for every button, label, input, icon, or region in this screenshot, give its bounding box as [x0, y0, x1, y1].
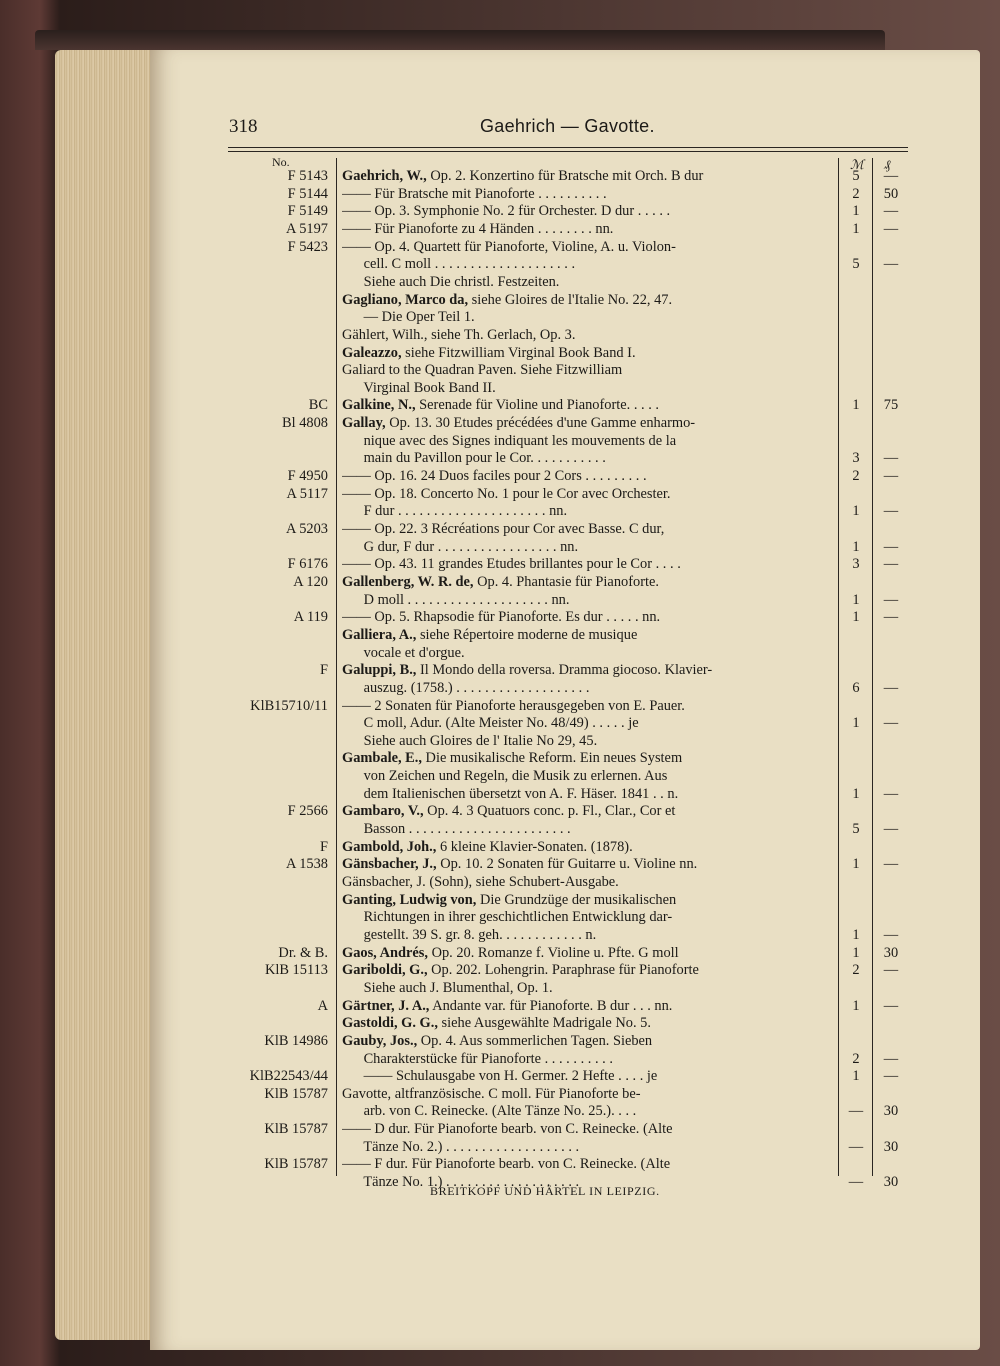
catalog-number: KlB15710/11: [250, 697, 328, 714]
price-pfennig: —: [883, 609, 899, 626]
composer-name: Gaos, Andrés,: [342, 944, 428, 961]
price-pfennig: —: [883, 168, 899, 184]
entry-text: [342, 256, 827, 273]
entry-description: —— D dur. Für Pianoforte bearb. von C. Reinecke. (Alte: [342, 1121, 673, 1138]
price-mark: 1: [852, 926, 860, 943]
entry-description: Virginal Book Band II.: [342, 379, 496, 396]
catalog-row: [0, 521, 1000, 538]
catalog-row: [0, 962, 1000, 979]
price-mark: 2: [852, 1050, 860, 1067]
catalog-number: F 5143: [287, 168, 328, 184]
price-pfennig: 30: [883, 1138, 899, 1155]
composer-name: Gärtner, J. A.,: [342, 997, 430, 1014]
catalog-row: [0, 450, 1000, 467]
entry-text: [342, 1103, 827, 1120]
composer-name: Gagliano, Marco da,: [342, 291, 469, 308]
entry-text: [342, 645, 827, 662]
catalog-row: [0, 1033, 1000, 1050]
entry-text: [342, 309, 827, 326]
entry-text: [342, 168, 827, 185]
price-pfennig: —: [883, 203, 899, 220]
catalog-number: BC: [308, 397, 328, 414]
entry-description: nique avec des Signes indiquant les mouvements de la: [342, 432, 677, 449]
catalog-row: [0, 839, 1000, 856]
catalog-row: [0, 927, 1000, 944]
entry-text: [342, 397, 827, 414]
catalog-number: A 1538: [286, 856, 328, 873]
price-mark: —: [848, 1174, 864, 1191]
catalog-row: [0, 380, 1000, 397]
catalog-row: [0, 715, 1000, 732]
composer-name: Galkine, N.,: [342, 397, 416, 414]
price-pfennig: —: [883, 538, 899, 555]
entry-text: [342, 856, 827, 873]
price-pfennig: —: [883, 450, 899, 467]
catalog-row: [0, 486, 1000, 503]
entry-text: [342, 998, 827, 1015]
price-pfennig: —: [883, 679, 899, 696]
entry-text: [342, 1015, 827, 1032]
entry-text: [342, 521, 827, 538]
price-mark: —: [848, 1138, 864, 1155]
price-mark: 1: [852, 785, 860, 802]
header-rule: [228, 147, 908, 148]
entry-text: [342, 945, 827, 962]
catalog-row: [0, 239, 1000, 256]
mark-column-label: ℳ: [850, 157, 864, 172]
entry-text: [342, 292, 827, 309]
entry-text: [342, 186, 827, 203]
catalog-row: [0, 909, 1000, 926]
price-mark: 1: [852, 203, 860, 220]
catalog-number: Bl 4808: [282, 415, 328, 432]
entry-description: Tänze No. 1.) . . . . . . . . . . . . . . . . . . .: [342, 1174, 580, 1191]
entry-description: —— Schulausgabe von H. Germer. 2 Hefte . . . . je: [342, 1068, 658, 1085]
catalog-number: F 4950: [287, 468, 328, 485]
entry-text: [342, 627, 827, 644]
catalog-number: F: [319, 838, 328, 855]
price-pfennig: 30: [883, 1103, 899, 1120]
catalog-row: [0, 1086, 1000, 1103]
entry-description: Serenade für Violine und Pianoforte. . . . .: [415, 397, 660, 414]
catalog-row: [0, 186, 1000, 203]
catalog-row: [0, 980, 1000, 997]
catalog-row: [0, 539, 1000, 556]
price-pfennig: —: [883, 821, 899, 838]
catalog-row: [0, 274, 1000, 291]
entry-text: [342, 274, 827, 291]
entry-description: Op. 2. Konzertino für Bratsche mit Orch. B dur: [426, 168, 704, 184]
entry-description: —— Op. 5. Rhapsodie für Pianoforte. Es dur . . . . . nn.: [342, 609, 661, 626]
price-pfennig: —: [883, 256, 899, 273]
entry-text: [342, 962, 827, 979]
catalog-row: [0, 945, 1000, 962]
page-title: Gaehrich — Gavotte.: [480, 116, 655, 136]
entry-description: Op. 13. 30 Etudes précédées d'une Gamme enharmo-: [385, 415, 696, 432]
entry-text: [342, 327, 827, 344]
entry-description: — Die Oper Teil 1.: [342, 309, 475, 326]
price-mark: 1: [852, 997, 860, 1014]
entry-description: Op. 4. 3 Quatuors conc. p. Fl., Clar., Cor et: [423, 803, 676, 820]
catalog-number: A: [317, 997, 328, 1014]
catalog-row: [0, 468, 1000, 485]
entry-text: [342, 733, 827, 750]
entry-text: [342, 750, 827, 767]
entry-text: [342, 839, 827, 856]
price-pfennig: —: [883, 856, 899, 873]
entry-description: dem Italienischen übersetzt von A. F. Häser. 1841 . . n.: [342, 785, 679, 802]
entry-text: [342, 1139, 827, 1156]
page-number: 318: [229, 116, 258, 137]
composer-name: Galeazzo,: [342, 344, 402, 361]
entry-description: Gänsbacher, J. (Sohn), siehe Schubert-Ausgabe.: [342, 874, 619, 890]
entry-text: [342, 609, 827, 626]
catalog-row: [0, 1139, 1000, 1156]
catalog-row: [0, 221, 1000, 238]
entry-description: cell. C moll . . . . . . . . . . . . . . . . . . . .: [342, 256, 576, 273]
price-pfennig: —: [883, 503, 899, 520]
entry-description: —— F dur. Für Pianoforte bearb. von C. Reinecke. (Alte: [342, 1156, 671, 1173]
catalog-row: [0, 1068, 1000, 1085]
price-pfennig: —: [883, 785, 899, 802]
price-mark: 1: [852, 397, 860, 414]
price-mark: 1: [852, 944, 860, 961]
catalog-row: [0, 821, 1000, 838]
price-mark: 2: [852, 962, 860, 979]
catalog-number: A 5203: [286, 521, 328, 537]
catalog-number: KlB 14986: [264, 1032, 328, 1049]
price-pfennig: —: [883, 997, 899, 1014]
price-mark: 5: [852, 256, 860, 273]
entry-text: [342, 486, 827, 503]
price-pfennig: —: [883, 1050, 899, 1067]
catalog-row: [0, 503, 1000, 520]
catalog-number: A 5197: [286, 220, 328, 237]
entry-text: [342, 345, 827, 362]
entry-text: [342, 415, 827, 432]
entry-description: —— Für Bratsche mit Pianoforte . . . . . . . . . .: [342, 185, 607, 202]
entry-text: [342, 1051, 827, 1068]
price-mark: 1: [852, 503, 860, 520]
catalog-row: [0, 1121, 1000, 1138]
entry-text: [342, 221, 827, 238]
catalog-row: [0, 397, 1000, 414]
entry-text: [342, 821, 827, 838]
catalog-row: [0, 362, 1000, 379]
catalog-row: [0, 327, 1000, 344]
entry-description: Siehe auch J. Blumenthal, Op. 1.: [342, 979, 553, 996]
catalog-number: A 120: [293, 573, 328, 590]
catalog-row: [0, 733, 1000, 750]
entry-description: —— Op. 4. Quartett für Pianoforte, Violine, A. u. Violon-: [342, 238, 676, 255]
catalog-number: KlB22543/44: [249, 1068, 328, 1085]
catalog-row: [0, 609, 1000, 626]
price-mark: 1: [852, 220, 860, 237]
entry-text: [342, 1156, 827, 1173]
entry-description: siehe Fitzwilliam Virginal Book Band I.: [401, 344, 636, 361]
entry-text: [342, 468, 827, 485]
entry-description: Galiard to the Quadran Paven. Siehe Fitzwilliam: [342, 362, 623, 379]
catalog-row: [0, 803, 1000, 820]
catalog-number: KlB 15787: [264, 1121, 328, 1138]
entry-description: Siehe auch Gloires de l' Italie No 29, 45.: [342, 732, 598, 749]
catalog-row: [0, 680, 1000, 697]
entry-description: —— 2 Sonaten für Pianoforte herausgegeben von E. Pauer.: [342, 697, 685, 714]
catalog-row: [0, 556, 1000, 573]
catalog-number: F 6176: [287, 556, 328, 573]
entry-description: F dur . . . . . . . . . . . . . . . . . . . . . nn.: [342, 503, 568, 520]
entry-description: siehe Répertoire moderne de musique: [416, 626, 638, 643]
entry-text: [342, 1068, 827, 1085]
catalog-row: [0, 698, 1000, 715]
entry-description: —— Op. 3. Symphonie No. 2 für Orchester. D dur . . . . .: [342, 203, 671, 220]
entry-description: vocale et d'orgue.: [342, 644, 465, 661]
entry-text: [342, 539, 827, 556]
price-mark: 5: [852, 168, 860, 184]
catalog-row: [0, 433, 1000, 450]
price-mark: 1: [852, 538, 860, 555]
entry-description: Die musikalische Reform. Ein neues System: [421, 750, 683, 767]
entry-text: [342, 380, 827, 397]
entry-description: siehe Ausgewählte Madrigale No. 5.: [437, 1015, 651, 1032]
entry-text: [342, 803, 827, 820]
entry-text: [342, 927, 827, 944]
composer-name: Gambaro, V.,: [342, 803, 424, 820]
price-pfennig: 30: [883, 944, 899, 961]
price-pfennig: —: [883, 1068, 899, 1085]
entry-text: [342, 892, 827, 909]
entry-text: [342, 909, 827, 926]
catalog-number: F 5149: [287, 203, 328, 220]
price-pfennig: —: [883, 591, 899, 608]
entry-description: —— Für Pianoforte zu 4 Händen . . . . . . . . nn.: [342, 220, 614, 237]
entry-description: Op. 10. 2 Sonaten für Guitarre u. Violine nn.: [436, 856, 698, 873]
catalog-row: [0, 874, 1000, 891]
entry-text: [342, 239, 827, 256]
composer-name: Galliera, A.,: [342, 626, 417, 643]
catalog-number-column-label: No.: [272, 155, 290, 169]
catalog-row: [0, 627, 1000, 644]
price-pfennig: —: [883, 962, 899, 979]
entry-text: [342, 1086, 827, 1103]
entry-description: —— Op. 18. Concerto No. 1 pour le Cor avec Orchester.: [342, 485, 671, 502]
entry-text: [342, 768, 827, 785]
entry-text: [342, 1121, 827, 1138]
composer-name: Gallay,: [342, 415, 386, 432]
entry-description: main du Pavillon pour le Cor. . . . . . . . . . .: [342, 450, 606, 467]
catalog-row: [0, 168, 1000, 185]
composer-name: Galuppi, B.,: [342, 662, 417, 679]
price-pfennig: —: [883, 715, 899, 732]
entry-text: [342, 980, 827, 997]
price-mark: 2: [852, 185, 860, 202]
price-mark: —: [848, 1103, 864, 1120]
price-mark: 1: [852, 609, 860, 626]
price-pfennig: 50: [883, 185, 899, 202]
price-mark: 5: [852, 821, 860, 838]
composer-name: Gastoldi, G. G.,: [342, 1015, 438, 1032]
catalog-row: [0, 1051, 1000, 1068]
price-mark: 6: [852, 679, 860, 696]
composer-name: Gambale, E.,: [342, 750, 422, 767]
catalog-row: [0, 415, 1000, 432]
entry-description: Op. 4. Aus sommerlichen Tagen. Sieben: [417, 1032, 653, 1049]
catalog-number: F 5144: [287, 185, 328, 202]
entry-text: [342, 874, 827, 891]
catalog-number: F 2566: [287, 803, 328, 820]
entry-description: Tänze No. 2.) . . . . . . . . . . . . . . . . . . .: [342, 1138, 580, 1155]
composer-name: Gauby, Jos.,: [342, 1032, 418, 1049]
entry-description: —— Op. 43. 11 grandes Etudes brillantes pour le Cor . . . .: [342, 556, 681, 573]
catalog-number: A 5117: [286, 485, 328, 502]
catalog-row: [0, 574, 1000, 591]
entry-description: Andante var. für Pianoforte. B dur . . . nn.: [429, 997, 673, 1014]
price-mark: 1: [852, 1068, 860, 1085]
entry-text: [342, 592, 827, 609]
catalog-row: [0, 786, 1000, 803]
entry-text: [342, 662, 827, 679]
entry-text: [342, 362, 827, 379]
entry-text: [342, 786, 827, 803]
catalog-number: KlB 15787: [264, 1156, 328, 1173]
composer-name: Gariboldi, G.,: [342, 962, 428, 979]
catalog-number: KlB 15113: [264, 962, 328, 979]
catalog-row: [0, 856, 1000, 873]
catalog-row: [0, 345, 1000, 362]
entry-description: Gavotte, altfranzösische. C moll. Für Pianoforte be-: [342, 1085, 641, 1102]
catalog-row: [0, 592, 1000, 609]
entry-text: [342, 433, 827, 450]
price-pfennig: 30: [883, 1174, 899, 1191]
entry-text: [342, 1033, 827, 1050]
composer-name: Ganting, Ludwig von,: [342, 891, 477, 908]
composer-name: Gallenberg, W. R. de,: [342, 573, 474, 590]
catalog-row: [0, 309, 1000, 326]
entry-text: [342, 698, 827, 715]
entry-description: Richtungen in ihrer geschichtlichen Entwicklung dar-: [342, 909, 673, 926]
price-pfennig: —: [883, 926, 899, 943]
catalog-row: [0, 662, 1000, 679]
header-rule-thin: [228, 151, 908, 152]
catalog-row: [0, 892, 1000, 909]
entry-description: Op. 4. Phantasie für Pianoforte.: [473, 573, 659, 590]
price-pfennig: 75: [883, 397, 899, 414]
entry-text: [342, 556, 827, 573]
catalog-row: [0, 768, 1000, 785]
catalog-row: [0, 645, 1000, 662]
book-spine-top: [35, 30, 885, 50]
entry-description: arb. von C. Reinecke. (Alte Tänze No. 25.). . . .: [342, 1103, 637, 1120]
catalog-row: [0, 750, 1000, 767]
entry-description: Op. 202. Lohengrin. Paraphrase für Pianoforte: [427, 962, 699, 979]
entry-description: —— Op. 16. 24 Duos faciles pour 2 Cors . . . . . . . . .: [342, 468, 647, 485]
price-pfennig: —: [883, 468, 899, 485]
price-mark: 3: [852, 450, 860, 467]
catalog-row: [0, 256, 1000, 273]
entry-text: [342, 680, 827, 697]
entry-description: G dur, F dur . . . . . . . . . . . . . . . . . nn.: [342, 538, 579, 555]
entry-description: 6 kleine Klavier-Sonaten. (1878).: [436, 838, 633, 855]
catalog-row: [0, 203, 1000, 220]
catalog-number: KlB 15787: [264, 1085, 328, 1102]
entry-text: [342, 503, 827, 520]
entry-description: auszug. (1758.) . . . . . . . . . . . . . . . . . . .: [342, 679, 590, 696]
catalog-number: Dr. & B.: [278, 944, 328, 961]
entry-description: D moll . . . . . . . . . . . . . . . . . . . . nn.: [342, 591, 570, 608]
composer-name: Gaehrich, W.,: [342, 168, 427, 184]
entry-description: gestellt. 39 S. gr. 8. geh. . . . . . . . . . . . n.: [342, 926, 597, 943]
entry-text: [342, 450, 827, 467]
entry-description: Basson . . . . . . . . . . . . . . . . . . . . . . .: [342, 821, 571, 838]
entry-description: Il Mondo della roversa. Dramma giocoso. Klavier-: [416, 662, 713, 679]
publisher-footer: BREITKOPF UND HÄRTEL IN LEIPZIG.: [430, 1184, 660, 1198]
entry-description: —— Op. 22. 3 Récréations pour Cor avec Basse. C dur,: [342, 521, 665, 537]
price-pfennig: —: [883, 220, 899, 237]
entry-description: Die Grundzüge der musikalischen: [476, 891, 677, 908]
catalog-row: [0, 1156, 1000, 1173]
catalog-number: A 119: [293, 609, 328, 626]
catalog-number: F 5423: [287, 238, 328, 255]
entry-description: Charakterstücke für Pianoforte . . . . . . . . . .: [342, 1050, 613, 1067]
composer-name: Gambold, Joh.,: [342, 838, 437, 855]
catalog-number: F: [319, 662, 328, 679]
entry-description: Op. 20. Romanze f. Violine u. Pfte. G moll: [427, 944, 679, 961]
entry-description: Gählert, Wilh., siehe Th. Gerlach, Op. 3.: [342, 326, 576, 343]
catalog-row: [0, 998, 1000, 1015]
entry-text: [342, 715, 827, 732]
composer-name: Gänsbacher, J.,: [342, 856, 437, 873]
price-mark: 2: [852, 468, 860, 485]
catalog-row: [0, 292, 1000, 309]
price-pfennig: —: [883, 556, 899, 573]
entry-description: siehe Gloires de l'Italie No. 22, 47.: [468, 291, 673, 308]
price-mark: 1: [852, 591, 860, 608]
entry-description: Siehe auch Die christl. Festzeiten.: [342, 273, 560, 290]
entry-text: [342, 574, 827, 591]
pfennig-column-label: ₰: [884, 157, 891, 172]
catalog-row: [0, 1103, 1000, 1120]
entry-description: von Zeichen und Regeln, die Musik zu erlernen. Aus: [342, 768, 668, 785]
price-mark: 3: [852, 556, 860, 573]
price-mark: 1: [852, 856, 860, 873]
price-mark: 1: [852, 715, 860, 732]
entry-text: [342, 203, 827, 220]
entry-description: C moll, Adur. (Alte Meister No. 48/49) . . . . . je: [342, 715, 639, 732]
catalog-row: [0, 1015, 1000, 1032]
